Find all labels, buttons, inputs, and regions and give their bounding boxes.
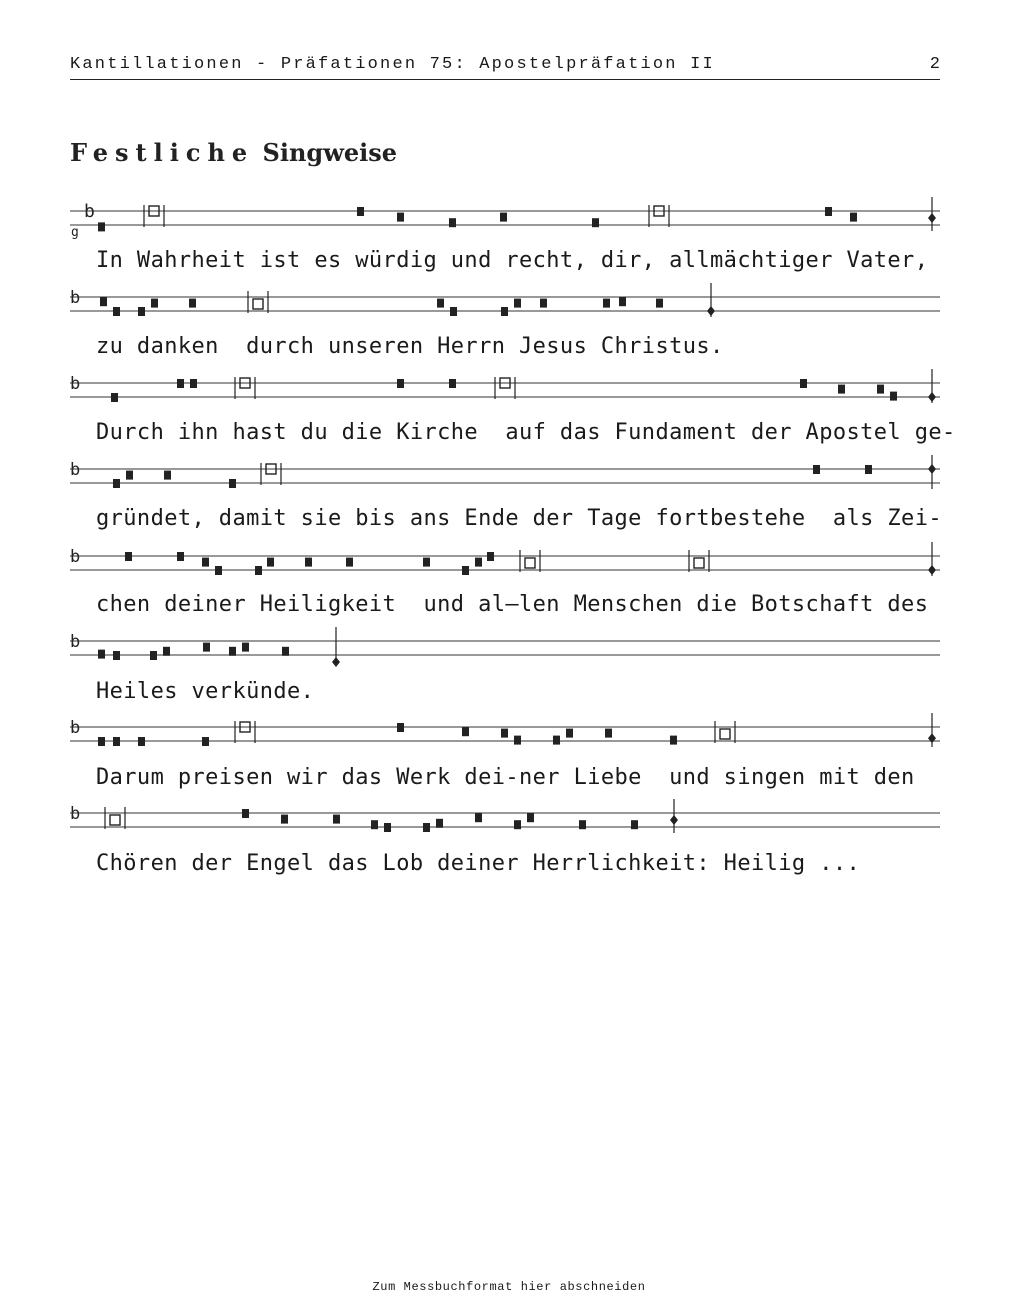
reciting-note <box>253 299 263 309</box>
reciting-note <box>525 558 535 568</box>
section-title-spaced: Festliche <box>70 138 255 167</box>
section-title-rest: Singweise <box>262 138 398 167</box>
note-square <box>813 465 820 474</box>
flat-sign: b <box>70 804 81 824</box>
note-square <box>267 558 274 567</box>
note-square <box>164 471 171 480</box>
note-square <box>397 379 404 388</box>
note-square <box>423 558 430 567</box>
note-square <box>449 218 456 227</box>
note-square <box>449 379 456 388</box>
header-title: Kantillationen - Präfationen 75: Apostelpräfation II <box>70 55 715 74</box>
note-square <box>436 819 443 828</box>
note-square <box>138 307 145 316</box>
note-square <box>282 647 289 656</box>
note-square <box>229 647 236 656</box>
clefs <box>70 201 95 824</box>
note-square <box>177 379 184 388</box>
note-square <box>98 737 105 746</box>
reciting-note <box>694 558 704 568</box>
lyric-line: Chören der Engel das Lob deiner Herrlichkeit: Heilig ... <box>96 851 861 876</box>
note-square <box>190 379 197 388</box>
note-square <box>126 471 133 480</box>
note-square <box>579 820 586 829</box>
flat-sign: b <box>70 632 81 652</box>
note-square <box>566 729 573 738</box>
note-square <box>838 385 845 394</box>
note-square <box>501 729 508 738</box>
reciting-note <box>110 815 120 825</box>
note-square <box>163 647 170 656</box>
note-square <box>865 465 872 474</box>
note-square <box>113 737 120 746</box>
note-square <box>255 566 262 575</box>
note-square <box>113 651 120 660</box>
note-square <box>111 393 118 402</box>
note-square <box>229 479 236 488</box>
note-square <box>189 299 196 308</box>
note-square <box>475 813 482 822</box>
note-square <box>605 729 612 738</box>
note-square <box>437 299 444 308</box>
note-square <box>527 813 534 822</box>
note-square <box>501 307 508 316</box>
note-square <box>305 558 312 567</box>
note-square <box>800 379 807 388</box>
note-square <box>631 820 638 829</box>
lyric-line: zu danken durch unseren Herrn Jesus Christus. <box>96 334 724 359</box>
note-square <box>150 651 157 660</box>
note-square <box>462 566 469 575</box>
note-square <box>462 727 469 736</box>
note-square <box>603 299 610 308</box>
note-square <box>333 815 340 824</box>
note-square <box>475 558 482 567</box>
note-square <box>450 307 457 316</box>
flat-sign: b <box>70 288 81 308</box>
note-square <box>619 297 626 306</box>
note-square <box>500 213 507 222</box>
flat-sign: b <box>70 547 81 567</box>
note-square <box>100 297 107 306</box>
note-square <box>397 213 404 222</box>
clef-letter: g <box>71 225 79 240</box>
lyric-line: chen deiner Heiligkeit und al—len Menschen die Botschaft des <box>96 592 929 617</box>
note-square <box>113 307 120 316</box>
note-square <box>281 815 288 824</box>
reciting-note <box>720 729 730 739</box>
note-square <box>553 736 560 745</box>
flat-sign: b <box>70 718 81 738</box>
note-square <box>540 299 547 308</box>
note-square <box>656 299 663 308</box>
note-square <box>98 222 105 231</box>
flat-sign: b <box>70 374 81 394</box>
lyric-line: In Wahrheit ist es würdig und recht, dir, allmächtiger Vater, <box>96 248 929 273</box>
note-square <box>514 820 521 829</box>
note-square <box>371 820 378 829</box>
note-square <box>98 650 105 659</box>
note-square <box>202 737 209 746</box>
note-square <box>397 723 404 732</box>
note-square <box>346 558 353 567</box>
page-number: 2 <box>929 55 940 74</box>
lyric-line: Darum preisen wir das Werk dei-ner Liebe und singen mit den <box>96 765 915 790</box>
note-square <box>514 299 521 308</box>
note-square <box>423 823 430 832</box>
note-square <box>877 385 884 394</box>
note-square <box>242 809 249 818</box>
note-square <box>203 643 210 652</box>
note-square <box>514 736 521 745</box>
note-square <box>215 566 222 575</box>
note-square <box>357 207 364 216</box>
clef-flat: b <box>84 201 95 222</box>
note-square <box>670 736 677 745</box>
note-square <box>592 218 599 227</box>
lyric-line: gründet, damit sie bis ans Ende der Tage fortbestehe als Zei- <box>96 506 942 531</box>
note-square <box>850 213 857 222</box>
note-square <box>113 479 120 488</box>
note-square <box>125 552 132 561</box>
flat-sign: b <box>70 460 81 480</box>
note-square <box>890 392 897 401</box>
note-square <box>825 207 832 216</box>
note-square <box>384 823 391 832</box>
note-square <box>487 552 494 561</box>
note-square <box>151 299 158 308</box>
cut-note: Zum Messbuchformat hier abschneiden <box>372 1280 646 1294</box>
note-square <box>202 558 209 567</box>
note-square <box>177 552 184 561</box>
lyric-line: Heiles verkünde. <box>96 679 315 704</box>
note-square <box>138 737 145 746</box>
lyric-line: Durch ihn hast du die Kirche auf das Fundament der Apostel ge- <box>96 420 956 445</box>
note-square <box>242 643 249 652</box>
